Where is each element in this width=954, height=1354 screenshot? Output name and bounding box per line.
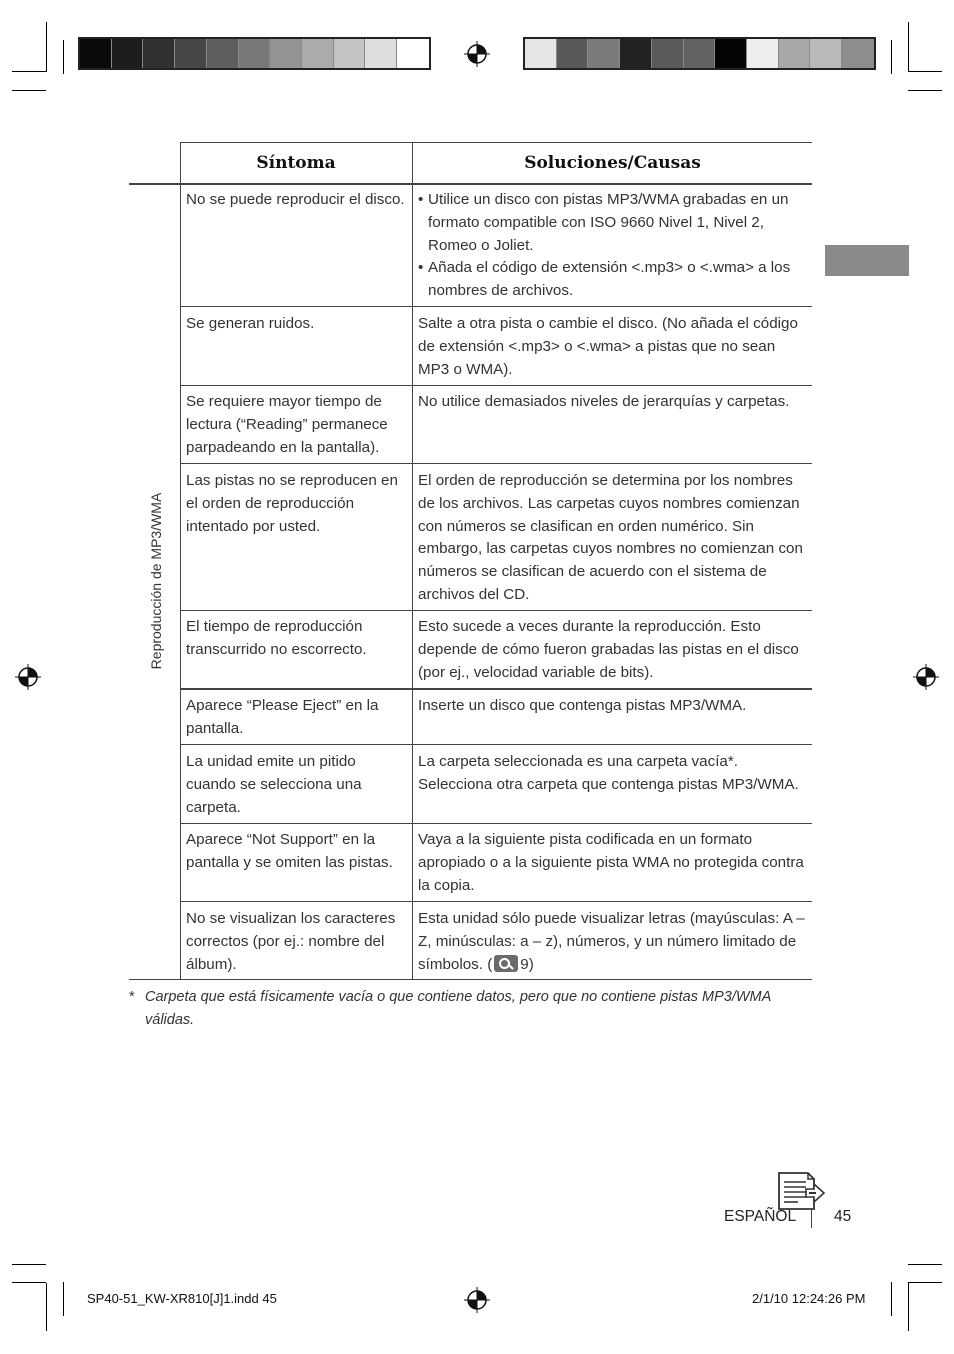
- list-item: • Añada el código de extensión <.mp3> o <.wma> a los nombres de archivos.: [418, 257, 810, 303]
- list-item: • Utilice un disco con pistas MP3/WMA grabadas en un formato compatible con ISO 9660 Nivel 1, Nivel 2, Romeo o Joliet.: [418, 189, 810, 257]
- table-rule: [180, 744, 812, 745]
- solution-cell: Inserte un disco que contenga pistas MP3/WMA.: [418, 697, 747, 714]
- table-rule: [412, 142, 413, 980]
- registration-mark-icon: [464, 1287, 490, 1313]
- page-number: 45: [834, 1208, 852, 1225]
- color-bar-left: [78, 37, 431, 70]
- table-rule: [129, 979, 812, 980]
- symptom-cell: Las pistas no se reproducen en el orden de reproducción intentado por usted.: [186, 472, 398, 535]
- solution-cell: [418, 908, 810, 976]
- column-header-solution: Soluciones/Causas: [524, 152, 701, 173]
- document-arrow-icon: [776, 1172, 826, 1210]
- solution-cell: La carpeta seleccionada es una carpeta vacía*. Selecciona otra carpeta que contenga pistas MP3/WMA.: [418, 753, 799, 793]
- color-swatch: [747, 39, 779, 68]
- symptom-cell: El tiempo de reproducción transcurrido no escorrecto.: [186, 618, 367, 658]
- section-tab: [825, 245, 909, 276]
- crop-mark: [908, 1264, 942, 1265]
- crop-mark: [908, 90, 942, 91]
- crop-mark: [12, 71, 46, 72]
- footnote: [129, 986, 789, 1032]
- table-rule: [180, 306, 812, 307]
- color-swatch: [239, 39, 271, 68]
- table-rule: [180, 463, 812, 464]
- color-swatch: [525, 39, 557, 68]
- symptom-cell: La unidad emite un pitido cuando se selecciona una carpeta.: [186, 753, 362, 816]
- color-swatch: [810, 39, 842, 68]
- color-swatch: [588, 39, 620, 68]
- symptom-cell: No se puede reproducir el disco.: [186, 191, 405, 208]
- table-rule: [180, 823, 812, 824]
- crop-mark: [891, 1282, 892, 1316]
- crop-mark: [46, 22, 47, 72]
- crop-mark: [63, 1282, 64, 1316]
- color-swatch: [334, 39, 366, 68]
- crop-mark: [908, 1283, 909, 1331]
- registration-mark-icon: [464, 41, 490, 67]
- page-reference: 9): [520, 955, 534, 973]
- table-rule: [180, 610, 812, 611]
- color-bar-right: [523, 37, 876, 70]
- solution-cell: Esto sucede a veces durante la reproducción. Esto depende de cómo fueron grabadas las pistas en el disco (por ej., velocidad variable de bits).: [418, 618, 799, 681]
- color-swatch: [365, 39, 397, 68]
- color-swatch: [842, 39, 874, 68]
- symptom-cell: Se generan ruidos.: [186, 315, 315, 332]
- crop-mark: [908, 1282, 942, 1283]
- color-swatch: [112, 39, 144, 68]
- color-swatch: [302, 39, 334, 68]
- table-rule: [180, 688, 812, 690]
- color-swatch: [270, 39, 302, 68]
- slug-date: 2/1/10 12:24:26 PM: [752, 1291, 866, 1306]
- footer-language: ESPAÑOL: [724, 1208, 797, 1225]
- crop-mark: [891, 40, 892, 74]
- color-swatch: [80, 39, 112, 68]
- crop-mark: [12, 1264, 46, 1265]
- color-swatch: [652, 39, 684, 68]
- solution-cell: El orden de reproducción se determina por los nombres de los archivos. Las carpetas cuyos nombres comienzan con números se clasifican en orden numérico. Sin embargo, las carpetas cuyos nombres no comienzan con números se clasifican de acuerdo con el sistema de archivos del CD.: [418, 472, 803, 603]
- group-label: Reproducción de MP3/WMA: [148, 492, 164, 670]
- table-rule: [129, 183, 812, 185]
- slug-file: SP40-51_KW-XR810[J]1.indd 45: [87, 1291, 277, 1306]
- table-rule: [180, 142, 181, 980]
- color-swatch: [715, 39, 747, 68]
- color-swatch: [143, 39, 175, 68]
- color-swatch: [207, 39, 239, 68]
- color-swatch: [620, 39, 652, 68]
- crop-mark: [908, 71, 942, 72]
- color-swatch: [557, 39, 589, 68]
- solution-cell: Salte a otra pista o cambie el disco. (No añada el código de extensión <.mp3> o <.wma> a pistas que no sean MP3 o WMA).: [418, 315, 798, 378]
- solution-cell: [418, 189, 810, 303]
- registration-mark-icon: [15, 664, 41, 690]
- footnote-text: Carpeta que está físicamente vacía o que contiene datos, pero que no contiene pistas MP3/WMA válidas.: [145, 989, 771, 1028]
- symptom-cell: No se visualizan los caracteres correctos (por ej.: nombre del álbum).: [186, 910, 396, 973]
- crop-mark: [46, 1283, 47, 1331]
- color-swatch: [684, 39, 716, 68]
- solution-cell: Vaya a la siguiente pista codificada en un formato apropiado o a la siguiente pista WMA no protegida contra la copia.: [418, 831, 804, 894]
- footnote-marker: *: [129, 989, 135, 1005]
- solution-text: Esta unidad sólo puede visualizar letras (mayúsculas: A – Z, minúsculas: a – z), números, y un número limitado de símbolos. (: [418, 910, 805, 973]
- color-swatch: [397, 39, 429, 68]
- registration-mark-icon: [913, 664, 939, 690]
- symptom-cell: Aparece “Please Eject” en la pantalla.: [186, 697, 379, 737]
- symptom-cell: Aparece “Not Support” en la pantalla y se omiten las pistas.: [186, 831, 393, 871]
- color-swatch: [175, 39, 207, 68]
- crop-mark: [63, 40, 64, 74]
- symptom-cell: Se requiere mayor tiempo de lectura (“Reading” permanece parpadeando en la pantalla).: [186, 393, 388, 456]
- table-rule: [180, 385, 812, 386]
- footer-separator: [811, 1210, 812, 1228]
- crop-mark: [908, 22, 909, 72]
- magnifier-icon: [494, 955, 518, 972]
- color-swatch: [779, 39, 811, 68]
- crop-mark: [12, 90, 46, 91]
- column-header-symptom: Síntoma: [256, 152, 336, 173]
- solution-cell: No utilice demasiados niveles de jerarquías y carpetas.: [418, 393, 790, 410]
- table-rule: [180, 901, 812, 902]
- crop-mark: [12, 1282, 46, 1283]
